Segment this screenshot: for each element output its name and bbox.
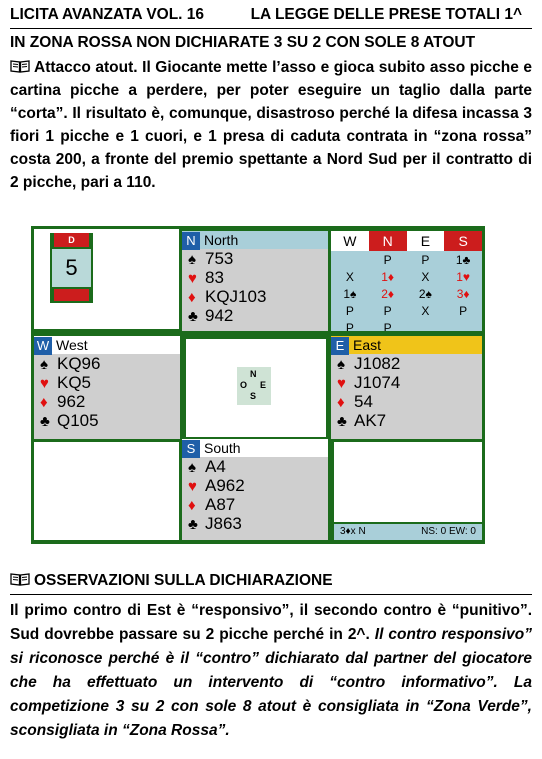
auction-call: 1♦: [381, 269, 395, 284]
east-name: East: [353, 337, 382, 353]
seat-badge-west: W: [34, 337, 52, 355]
south-spades: A4: [205, 457, 226, 476]
observations-heading: [10, 572, 532, 595]
heart-icon: ♥: [188, 270, 197, 287]
club-icon: ♣: [40, 413, 50, 430]
final-contract: 3♦x N: [340, 526, 366, 537]
auction-table: [331, 231, 482, 331]
south-clubs: J863: [205, 514, 242, 533]
compass-west: O: [240, 380, 248, 390]
open-book-icon: [10, 59, 30, 73]
auction-call: P: [383, 320, 392, 331]
page-subtitle: IN ZONA ROSSA NON DICHIARATE 3 SU 2 CON SOLE 8 ATOUT: [10, 34, 476, 51]
auction-call: [444, 319, 482, 331]
observations-title: OSSERVAZIONI SULLA DICHIARAZIONE: [34, 572, 333, 589]
empty-corner: [334, 442, 482, 522]
north-diamonds: KQJ103: [205, 287, 267, 306]
auction-header-north: N: [369, 231, 407, 251]
auction-call: P: [421, 252, 430, 267]
west-hand: [34, 336, 180, 439]
south-hand: [182, 439, 328, 540]
auction-call: [331, 251, 369, 268]
page-header: [10, 6, 532, 29]
table-center: [186, 339, 326, 437]
auction-row: [331, 268, 482, 285]
chapter-title: LA LEGGE DELLE PRESE TOTALI 1^: [250, 6, 522, 23]
heart-icon: ♥: [188, 478, 197, 495]
vulnerability-box: [34, 229, 179, 329]
west-clubs: Q105: [57, 411, 99, 430]
west-name: West: [56, 337, 88, 353]
score-readout: NS: 0 EW: 0: [421, 526, 476, 537]
dealer-label: D: [54, 233, 89, 247]
club-icon: ♣: [188, 516, 198, 533]
spade-icon: ♠: [337, 356, 345, 373]
south-diamonds: A87: [205, 495, 236, 514]
open-book-icon: [10, 572, 30, 586]
compass-south: S: [250, 391, 257, 401]
auction-call: X: [421, 303, 430, 318]
auction-header-south: S: [444, 231, 482, 251]
auction-call: P: [345, 303, 354, 318]
auction-call: 1♥: [456, 269, 471, 284]
auction-rows: [331, 251, 482, 331]
auction-call: X: [421, 269, 430, 284]
auction-call: 3♦: [456, 286, 470, 301]
seat-badge-east: E: [331, 337, 349, 355]
auction-row: [331, 251, 482, 268]
diamond-icon: ♦: [40, 394, 48, 411]
club-icon: ♣: [188, 308, 198, 325]
auction-call: X: [345, 269, 354, 284]
auction-header-west: W: [331, 231, 369, 251]
auction-call: 2♦: [381, 286, 395, 301]
bridge-board: [31, 226, 485, 544]
auction-header-east: E: [407, 231, 445, 251]
auction-call: P: [383, 252, 392, 267]
north-spades: 753: [205, 249, 234, 268]
observations-paragraph: [10, 599, 532, 743]
auction-row: [331, 302, 482, 319]
empty-corner: [34, 442, 179, 540]
south-name: South: [204, 440, 241, 456]
vulnerability-bar: [54, 289, 89, 301]
heart-icon: ♥: [337, 375, 346, 392]
east-hearts: J1074: [354, 373, 401, 392]
auction-row: [331, 285, 482, 302]
intro-paragraph: [10, 56, 532, 194]
west-spades: KQ96: [57, 354, 101, 373]
auction-call: P: [345, 320, 354, 331]
seat-badge-south: S: [182, 440, 200, 458]
north-hearts: 83: [205, 268, 224, 287]
spade-icon: ♠: [188, 251, 196, 268]
west-diamonds: 962: [57, 392, 86, 411]
compass-north: N: [250, 369, 257, 379]
south-hearts: A962: [205, 476, 245, 495]
auction-call: 1♠: [343, 286, 357, 301]
east-clubs: AK7: [354, 411, 387, 430]
seat-badge-north: N: [182, 232, 200, 250]
east-spades: J1082: [354, 354, 401, 373]
spade-icon: ♠: [188, 459, 196, 476]
heart-icon: ♥: [40, 375, 49, 392]
observations-text: Il primo contro di Est è “responsivo”, il secondo contro è “punitivo”. Sud dovrebbe passare su 2 picche perché in 2^.: [10, 602, 532, 643]
board-number: 5: [52, 249, 91, 287]
north-clubs: 942: [205, 306, 234, 325]
diamond-icon: ♦: [337, 394, 345, 411]
club-icon: ♣: [337, 413, 347, 430]
north-name: North: [204, 232, 239, 248]
north-hand: [182, 231, 328, 331]
east-hand: [331, 336, 482, 439]
intro-text: Attacco atout. Il Giocante mette l’asso e gioca subito asso picche e cartina picche a perdere, per poter eseguire un taglio dalla parte “corta”. Il risultato è, comunque, disastroso perché la difesa incassa 3 fiori 1 picche e 1 cuori, e 1 presa di caduta contrata in “zona rossa” costa 200, a fronte del premio spettante a Nord Sud per il contratto di 2 picche, pari a 110.: [10, 59, 532, 191]
diamond-icon: ♦: [188, 289, 196, 306]
observations-italic-text: Il contro responsivo” si riconosce perché è il “contro” dichiarato dal partner del giocatore che ha effettuato un intervento di “contro informativo”. La competizione 3 su 2 con sole 8 atout è consigliata in “Zona Verde”, sconsigliata in “Zona Rossa”.: [10, 626, 532, 739]
auction-call: 2♠: [418, 286, 432, 301]
compass-east: E: [260, 380, 267, 390]
compass: [237, 367, 271, 405]
board-indicator: [50, 233, 93, 303]
east-diamonds: 54: [354, 392, 373, 411]
auction-call: 1♣: [455, 252, 471, 267]
auction-call: P: [383, 303, 392, 318]
auction-call: [407, 319, 445, 331]
auction-call: P: [459, 303, 468, 318]
auction-row: [331, 319, 482, 331]
book-series-title: LICITA AVANZATA VOL. 16: [10, 6, 205, 23]
diamond-icon: ♦: [188, 497, 196, 514]
west-hearts: KQ5: [57, 373, 92, 392]
status-bar: [334, 524, 482, 540]
spade-icon: ♠: [40, 356, 48, 373]
